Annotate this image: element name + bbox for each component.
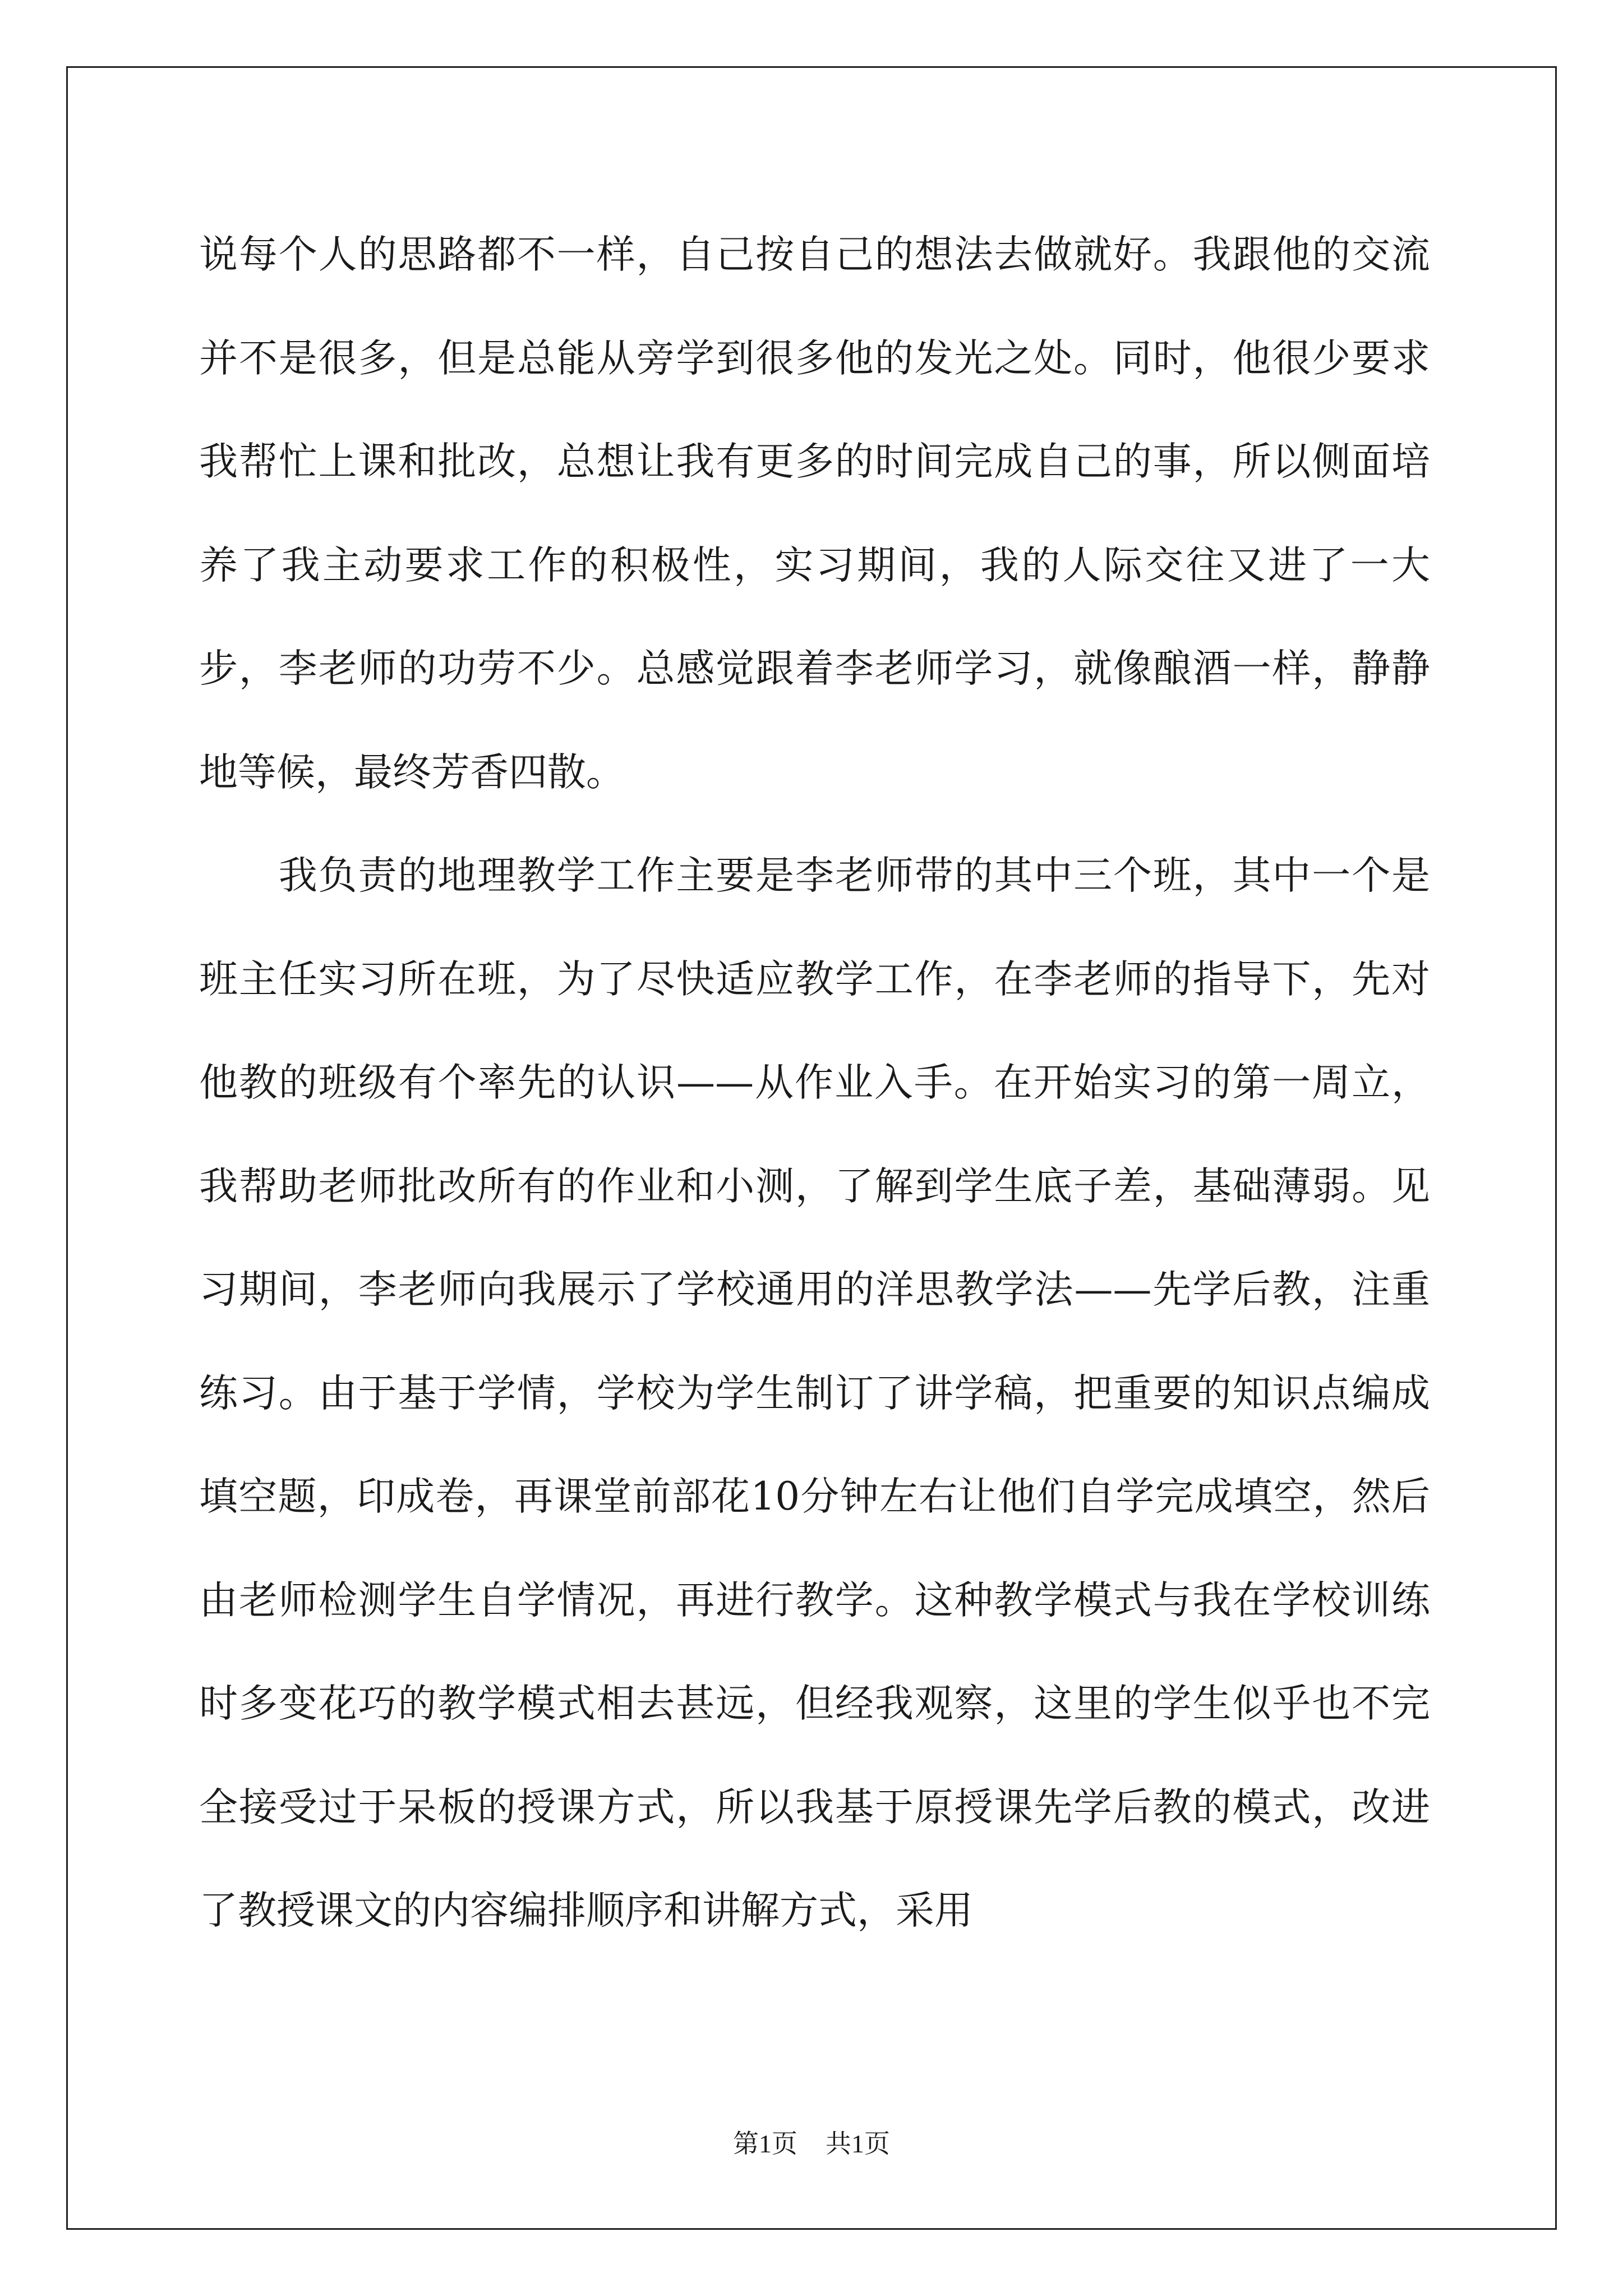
- page-number-current: 第1页: [733, 2129, 797, 2158]
- page-number-total: 共1页: [826, 2129, 890, 2158]
- document-body: [199, 203, 1430, 1963]
- paragraph-2: 我负责的地理教学工作主要是李老师带的其中三个班，其中一个是班主任实习所在班，为了尽快适应教学工作，在李老师的指导下，先对他教的班级有个率先的认识——从作业入手。在开始实习的第一周立，我帮助老师批改所有的作业和小测，了解到学生底子差，基础薄弱。见习期间，李老师向我展示了学校通用的洋思教学法——先学后教，注重练习。由于基于学情，学校为学生制订了讲学稿，把重要的知识点编成填空题，印成卷，再课堂前部花10分钟左右让他们自学完成填空，然后由老师检测学生自学情况，再进行教学。这种教学模式与我在学校训练时多变花巧的教学模式相去甚远，但经我观察，这里的学生似乎也不完全接受过于呆板的授课方式，所以我基于原授课先学后教的模式，改进了教授课文的内容编排顺序和讲解方式，采用: [199, 853, 1430, 1933]
- page-footer: [0, 2123, 1623, 2160]
- paragraph-1: 说每个人的思路都不一样，自己按自己的想法去做就好。我跟他的交流并不是很多，但是总能从旁学到很多他的发光之处。同时，他很少要求我帮忙上课和批改，总想让我有更多的时间完成自己的事，所以侧面培养了我主动要求工作的积极性，实习期间，我的人际交往又进了一大步，李老师的功劳不少。总感觉跟着李老师学习，就像酿酒一样，静静地等候，最终芳香四散。: [199, 232, 1430, 795]
